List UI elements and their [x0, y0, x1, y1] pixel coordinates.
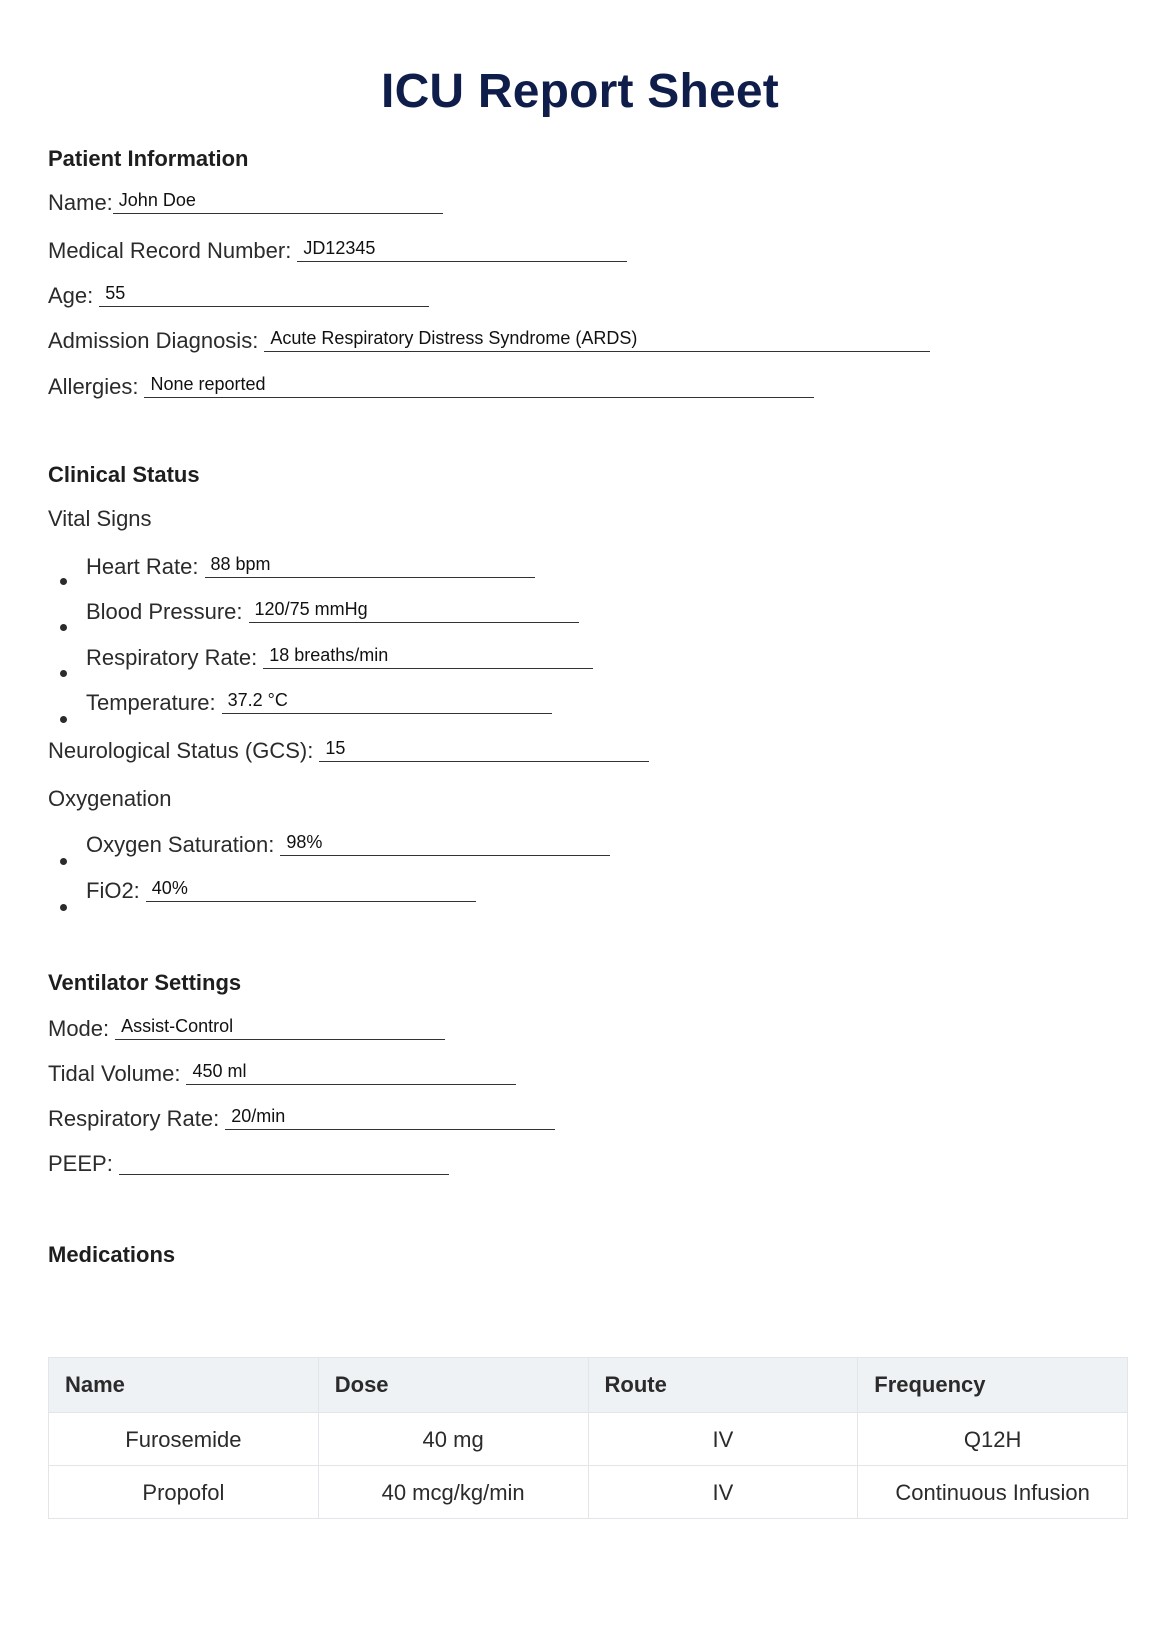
- age-value: 55: [105, 283, 126, 303]
- age-field: [48, 283, 429, 309]
- diagnosis-field: [48, 328, 930, 354]
- age-input[interactable]: [99, 284, 429, 307]
- oxygen-saturation-field: [86, 832, 610, 858]
- table-cell: IV: [588, 1466, 858, 1519]
- oxygen-saturation-value: 98%: [286, 832, 323, 852]
- page-title: ICU Report Sheet: [381, 65, 779, 118]
- table-cell: 40 mcg/kg/min: [318, 1466, 588, 1519]
- patient-info-heading: Patient Information: [48, 146, 249, 171]
- fio2-value: 40%: [151, 878, 188, 898]
- fio2-input[interactable]: [146, 879, 476, 902]
- blood-pressure-input[interactable]: [249, 600, 579, 623]
- bullet-icon: [60, 904, 67, 911]
- medications-table: [48, 1357, 1128, 1519]
- gcs-value: 15: [325, 738, 346, 758]
- tidal-volume-field: [48, 1061, 516, 1087]
- name-value: John Doe: [118, 190, 196, 210]
- table-cell: Propofol: [49, 1466, 319, 1519]
- peep-label: PEEP:: [48, 1151, 113, 1176]
- age-label: Age:: [48, 283, 94, 308]
- mode-field: [48, 1016, 445, 1042]
- name-label: Name:: [48, 190, 113, 215]
- allergies-value: None reported: [150, 374, 266, 394]
- mrn-input[interactable]: [297, 239, 627, 262]
- vent-resp-rate-input[interactable]: [225, 1107, 555, 1130]
- gcs-label: Neurological Status (GCS):: [48, 738, 314, 763]
- mode-input[interactable]: [115, 1017, 445, 1040]
- bullet-icon: [60, 578, 67, 585]
- resp-rate-input[interactable]: [263, 646, 593, 669]
- oxygen-saturation-input[interactable]: [280, 833, 610, 856]
- tidal-volume-label: Tidal Volume:: [48, 1061, 181, 1086]
- blood-pressure-value: 120/75 mmHg: [254, 599, 368, 619]
- gcs-field: [48, 738, 649, 764]
- bullet-icon: [60, 670, 67, 677]
- blood-pressure-label: Blood Pressure:: [86, 599, 243, 624]
- tidal-volume-value: 450 ml: [192, 1061, 247, 1081]
- vent-resp-rate-label: Respiratory Rate:: [48, 1106, 220, 1131]
- column-header: Name: [49, 1358, 319, 1413]
- fio2-field: [86, 878, 476, 904]
- resp-rate-field: [86, 645, 593, 671]
- bullet-icon: [60, 716, 67, 723]
- vent-resp-rate-value: 20/min: [231, 1106, 286, 1126]
- mrn-field: [48, 238, 627, 264]
- heart-rate-value: 88 bpm: [210, 554, 271, 574]
- name-field: [48, 190, 443, 216]
- table-row: [49, 1466, 1128, 1519]
- tidal-volume-input[interactable]: [186, 1062, 516, 1085]
- table-cell: Continuous Infusion: [858, 1466, 1128, 1519]
- table-cell: IV: [588, 1413, 858, 1466]
- blood-pressure-field: [86, 599, 579, 625]
- fio2-label: FiO2:: [86, 878, 140, 903]
- gcs-input[interactable]: [319, 739, 649, 762]
- heart-rate-label: Heart Rate:: [86, 554, 199, 579]
- diagnosis-label: Admission Diagnosis:: [48, 328, 259, 353]
- vent-resp-rate-field: [48, 1106, 555, 1132]
- diagnosis-value: Acute Respiratory Distress Syndrome (ARDS): [270, 328, 638, 348]
- bullet-icon: [60, 858, 67, 865]
- table-header-row: [49, 1358, 1128, 1413]
- bullet-icon: [60, 624, 67, 631]
- heart-rate-field: [86, 554, 535, 580]
- medications-heading: Medications: [48, 1242, 176, 1267]
- resp-rate-label: Respiratory Rate:: [86, 645, 258, 670]
- table-cell: Furosemide: [49, 1413, 319, 1466]
- vital-signs-label: Vital Signs: [48, 506, 152, 531]
- ventilator-heading: Ventilator Settings: [48, 970, 242, 995]
- diagnosis-input[interactable]: [264, 329, 930, 352]
- temperature-value: 37.2 °C: [227, 690, 288, 710]
- temperature-field: [86, 690, 552, 716]
- column-header: Dose: [318, 1358, 588, 1413]
- allergies-field: [48, 374, 814, 400]
- mode-value: Assist-Control: [121, 1016, 234, 1036]
- name-input[interactable]: [113, 191, 443, 214]
- allergies-input[interactable]: [144, 375, 814, 398]
- oxygen-saturation-label: Oxygen Saturation:: [86, 832, 275, 857]
- temperature-input[interactable]: [222, 691, 552, 714]
- peep-field: [48, 1151, 449, 1177]
- allergies-label: Allergies:: [48, 374, 139, 399]
- column-header: Route: [588, 1358, 858, 1413]
- temperature-label: Temperature:: [86, 690, 216, 715]
- table-cell: Q12H: [858, 1413, 1128, 1466]
- table-row: [49, 1413, 1128, 1466]
- mrn-value: JD12345: [303, 238, 376, 258]
- heart-rate-input[interactable]: [205, 555, 535, 578]
- mode-label: Mode:: [48, 1016, 110, 1041]
- mrn-label: Medical Record Number:: [48, 238, 292, 263]
- oxygenation-label: Oxygenation: [48, 786, 172, 811]
- table-cell: 40 mg: [318, 1413, 588, 1466]
- peep-input[interactable]: [119, 1152, 449, 1175]
- resp-rate-value: 18 breaths/min: [269, 645, 389, 665]
- clinical-status-heading: Clinical Status: [48, 462, 200, 487]
- column-header: Frequency: [858, 1358, 1128, 1413]
